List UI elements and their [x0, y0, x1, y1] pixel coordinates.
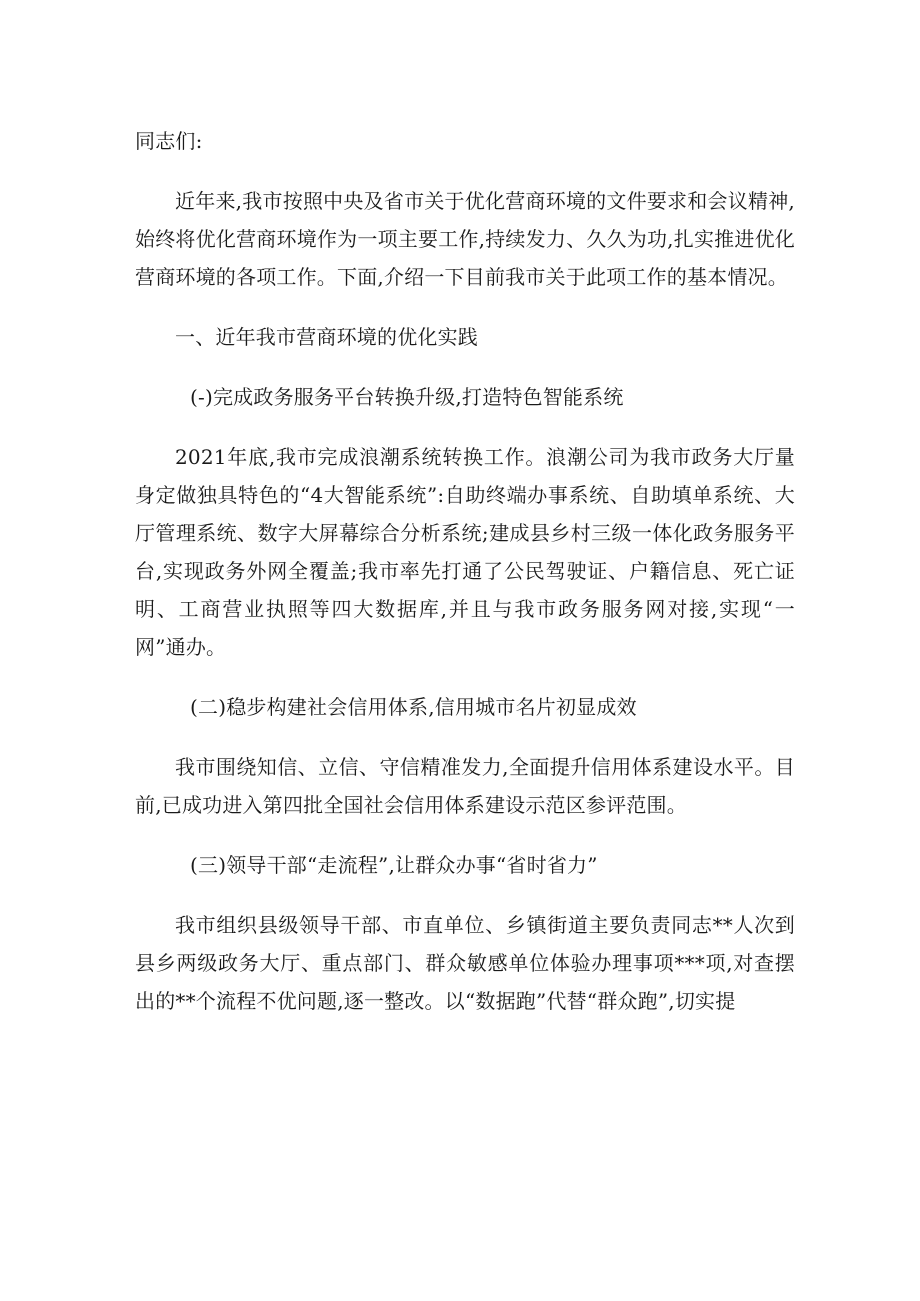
subsection-body-1: 2021年底,我市完成浪潮系统转换工作。浪潮公司为我市政务大厅量身定做独具特色的“4大智能系统”:自助终端办事系统、自助填单系统、大厅管理系统、数字大屏幕综合分析系统;建成县乡村三级一体化政务服务平台,实现政务外网全覆盖;我市率先打通了公民驾驶证、户籍信息、死亡证明、工商营业执照等四大数据库,并且与我市政务服务网对接,实现“一网”通办。 [135, 445, 795, 659]
section-heading-1: 一、近年我市营商环境的优化实践 [175, 325, 478, 349]
subsection-heading-2: (二)稳步构建社会信用体系,信用城市名片初显成效 [190, 695, 637, 719]
document-body [135, 122, 795, 1042]
subsection-heading-3: (三)领导干部“走流程”,让群众办事“省时省力” [190, 853, 598, 877]
subsection-body-3: 我市组织县级领导干部、市直单位、乡镇街道主要负责同志**人次到县乡两级政务大厅、重点部门、群众敏感单位体验办理事项***项,对查摆出的**个流程不优问题,逐一整改。以“数据跑”代替“群众跑”,切实提 [135, 913, 795, 1013]
subsection-heading-1: (-)完成政务服务平台转换升级,打造特色智能系统 [190, 385, 624, 409]
subsection-body-2: 我市围绕知信、立信、守信精准发力,全面提升信用体系建设水平。目前,已成功进入第四批全国社会信用体系建设示范区参评范围。 [135, 755, 795, 817]
intro-paragraph: 近年来,我市按照中央及省市关于优化营商环境的文件要求和会议精神,始终将优化营商环境作为一项主要工作,持续发力、久久为功,扎实推进优化营商环境的各项工作。下面,介绍一下目前我市关于此项工作的基本情况。 [135, 189, 795, 289]
salutation: 同志们: [135, 129, 203, 153]
